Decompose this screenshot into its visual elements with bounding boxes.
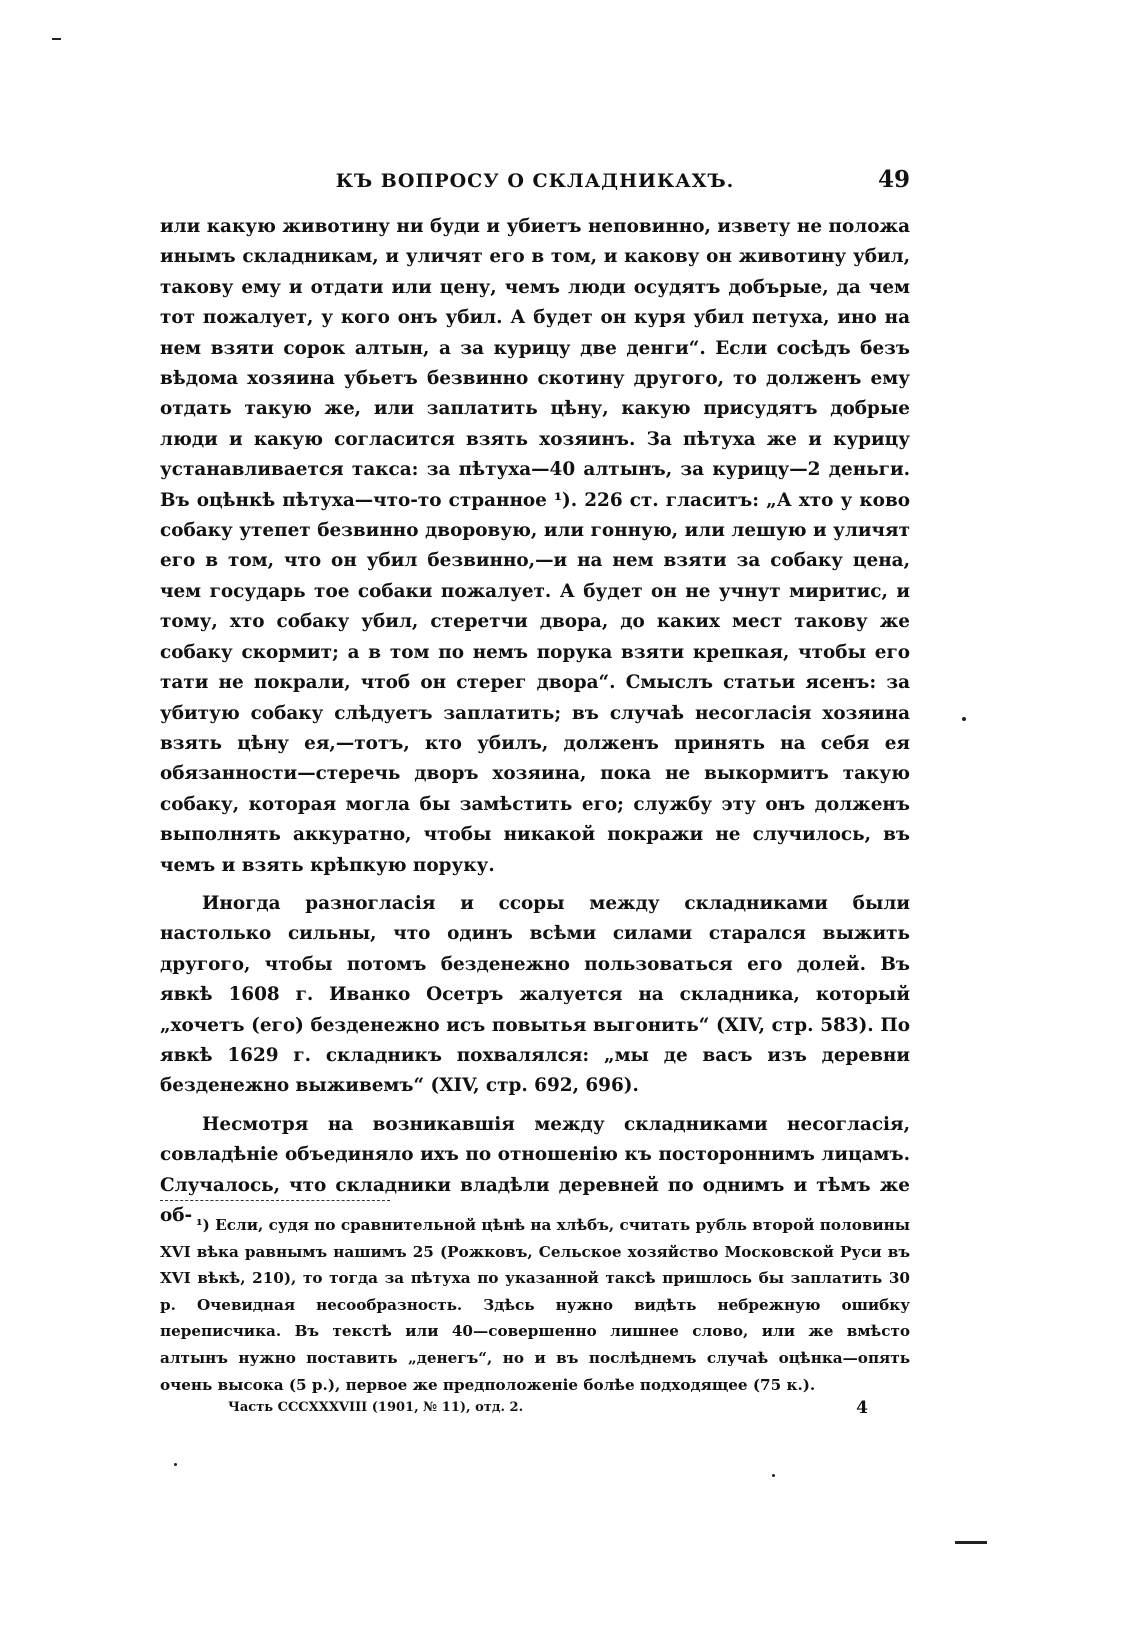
scan-speck — [174, 1463, 177, 1466]
scan-mark — [955, 1541, 987, 1544]
scan-mark — [52, 38, 61, 40]
main-text — [160, 212, 910, 1231]
paragraph-1: или какую животину ни буди и убиетъ неповинно, извету не положа инымъ складникам, и уличят его в том, и какову он животину убил, такову ему и отдати или цену, чемъ люди осудятъ добърые, да чем тот пожалует, у кого онъ убил. А будет он куря убил петуха, ино на нем взяти сорок алтын, а за курицу две денги“. Если сосѣдъ безъ вѣдома хозяина убьетъ безвинно скотину другого, то долженъ ему отдать такую же, или заплатить цѣну, какую присудятъ добрые люди и какую согласится взять хозяинъ. За пѣтуха же и курицу устанавливается такса: за пѣтуха—40 алтынъ, за курицу—2 деньги. Въ оцѣнкѣ пѣтуха—что-то странное ¹). 226 ст. гласитъ: „А хто у ково собаку утепет безвинно дворовую, или гонную, или лешую и уличят его в том, что он убил безвинно,—и на нем взяти за собаку цена, чем государь тое собаки пожалует. А будет он не учнут миритис, и тому, хто собаку убил, стеретчи двора, до каких мест такову же собаку скормит; а в том по немъ порука взяти крепкая, чтобы его тати не покрали, чтоб он стерег двора“. Смыслъ статьи ясенъ: за убитую собаку слѣдуетъ заплатить; въ случаѣ несогласія хозяина взять цѣну ея,—тотъ, кто убилъ, долженъ принять на себя ея обязанности—стеречь дворъ хозяина, пока не выкормитъ такую собаку, которая могла бы замѣстить его; службу эту онъ долженъ выполнять аккуратно, чтобы никакой покражи не случилось, въ чемъ и взять крѣпкую поруку. — [160, 216, 910, 876]
footnote-separator — [160, 1200, 390, 1201]
running-title: КЪ ВОПРОСУ О СКЛАДНИКАХЪ. — [335, 170, 735, 192]
paragraph-3: Несмотря на возникавшія между складниками несогласія, совладѣніе объединяло ихъ по отношенію къ постороннимъ лицамъ. Случалось, что складники владѣли деревней по однимъ и тѣмъ же об- — [160, 1113, 910, 1226]
scan-speck — [962, 717, 966, 721]
paragraph-2: Иногда разногласія и ссоры между складниками были настолько сильны, что одинъ всѣми силами старался выжить другого, чтобы потомъ безденежно пользоваться его долей. Въ явкѣ 1608 г. Иванко Осетръ жалуется на складника, который „хочетъ (его) безденежно исъ повытья выгонить“ (XIV, стр. 583). По явкѣ 1629 г. складникъ похвалялся: „мы де васъ изъ деревни безденежно выживемъ“ (XIV, стр. 692, 696). — [160, 892, 910, 1097]
page-number: 49 — [877, 166, 910, 193]
signature-line — [228, 1400, 868, 1424]
signature-number: 4 — [856, 1398, 868, 1418]
page-header — [160, 166, 910, 200]
scan-speck — [772, 1474, 775, 1477]
signature-text: Часть CCCXXXVIII (1901, № 11), отд. 2. — [228, 1400, 524, 1415]
footnote: ¹) Если, судя по сравнительной цѣнѣ на хлѣбъ, считать рубль второй половины XVI вѣка равнымъ нашимъ 25 (Рожковъ, Сельское хозяйство Московской Руси въ XVI вѣкѣ, 210), то тогда за пѣтуха по указанной таксѣ пришлось бы заплатить 30 р. Очевидная несообразность. Здѣсь нужно видѣть небрежную ошибку переписчика. Въ текстѣ или 40—совершенно лишнее слово, или же вмѣсто алтынъ нужно поставить „денегъ“, но и въ послѣднемъ случаѣ оцѣнка—опять очень высока (5 р.), первое же предположеніе болѣе подходящее (75 к.). — [160, 1216, 910, 1394]
